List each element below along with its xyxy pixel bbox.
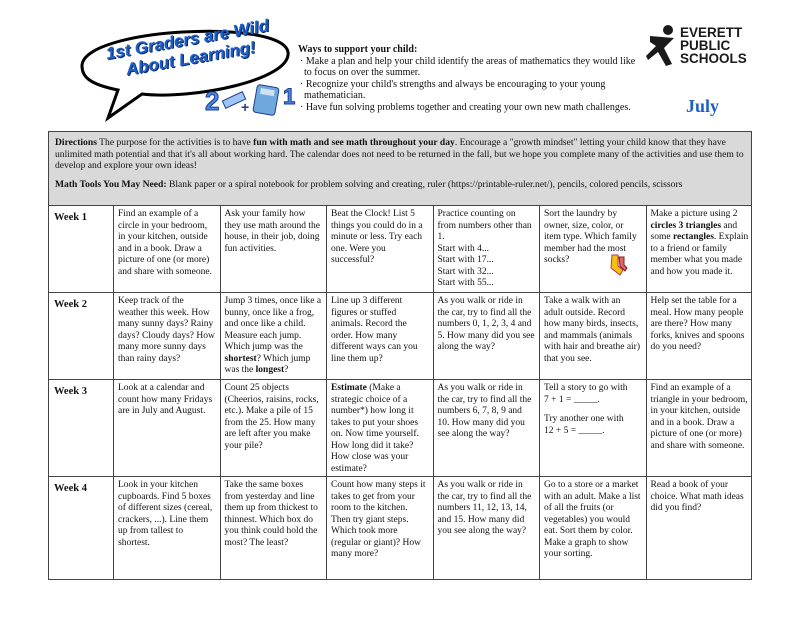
week-row — [49, 477, 751, 579]
directions-paragraph — [55, 137, 745, 172]
cell-text: ? Which jump was the — [224, 353, 311, 375]
cell-emphasis: rectangles — [672, 232, 714, 242]
activity-cell: Read a book of your choice. What math ideas did you find? — [650, 480, 744, 513]
activity-cell: Look in your kitchen cupboards. Find 5 boxes of different sizes (cereal, crackers, ...). Line them up from tallest to shortest. — [114, 477, 221, 579]
directions-label: Directions — [55, 137, 97, 148]
activity-cell: Take a walk with an adult outside. Record how many birds, insects, and mammals (animals with hair and breathe air) that you see. — [540, 293, 647, 379]
svg-text:+: + — [241, 99, 250, 115]
activity-cell: Take the same boxes from yesterday and line them up from thickest to thinnest. Which box do you think could hold the most? The least? — [221, 477, 328, 579]
cell-text: Jump 3 times, once like a bunny, once like a frog, and once like a child. Measure each jump. Which jump was the — [224, 296, 322, 352]
logo-line: SCHOOLS — [680, 51, 747, 66]
cell-text: Practice counting on from numbers other than 1. — [437, 209, 532, 242]
cell-text: Sort the laundry by owner, size, color, or item type. Which family member had the most socks? — [544, 209, 637, 265]
week-row — [49, 380, 751, 477]
cell-text: Try another one with — [544, 414, 624, 424]
activity-cell: Count 25 objects (Cheerios, raisins, rocks, etc.). Make a pile of 15 from the 25. How many are left after you make your pile? — [221, 380, 328, 476]
cell-emphasis: longest — [255, 365, 285, 375]
ways-title: Ways to support your child: — [298, 44, 418, 55]
activity-cell — [540, 380, 647, 476]
activity-cell: Go to a store or a market with an adult. Make a list of all the fruits (or vegetables) you would eat. Sort them by color. Make a graph to show your sorting. — [540, 477, 647, 579]
activity-calendar — [48, 131, 752, 580]
week-label: Week 2 — [49, 293, 114, 379]
activity-cell: Find an example of a triangle in your bedroom, in your kitchen, outside and in a book. Draw a picture of one (or more) and share with someone. — [650, 383, 748, 451]
activity-cell: As you walk or ride in the car, try to find all the numbers 6, 7, 8, 9 and 10. How many did you see along the way? — [434, 380, 541, 476]
svg-text:1: 1 — [283, 84, 296, 109]
count-line: Start with 32... — [437, 266, 494, 277]
week-label: Week 3 — [49, 380, 114, 476]
ways-item: · Make a plan and help your child identify the areas of mathematics they would like to focus on over the summer. — [300, 55, 636, 78]
activity-cell: Ask your family how they use math around the house, in their job, doing fun activities. — [221, 206, 328, 292]
tools-paragraph — [55, 179, 745, 191]
activity-cell — [327, 380, 434, 476]
week-label: Week 1 — [49, 206, 114, 292]
ways-item: · Have fun solving problems together and creating your own new math challenges. — [300, 101, 631, 113]
count-line: Start with 4... — [437, 243, 489, 254]
activity-cell: As you walk or ride in the car, try to find all the numbers 11, 12, 13, 14, and 15. How many did you see along the way? — [434, 477, 541, 579]
directions-emphasis: fun with math and see math throughout your day — [253, 137, 455, 148]
activity-cell — [221, 293, 328, 379]
cell-emphasis: shortest — [224, 353, 257, 364]
everett-schools-logo — [640, 14, 760, 94]
cell-text: . Explain to a friend or family member what you made and how you made it. — [650, 232, 749, 277]
cell-text: and some — [650, 220, 738, 242]
week-label: Week 4 — [49, 477, 114, 579]
tools-text: Blank paper or a spiral notebook for problem solving and creating, ruler (https://printable-ruler.net/), pencils, colored pencils, scissors — [166, 178, 683, 190]
ways-to-support — [298, 44, 638, 113]
activity-cell — [540, 206, 647, 292]
month-title: July — [686, 96, 720, 116]
tools-label: Math Tools You May Need: — [55, 178, 167, 190]
equation: 7 + 1 = _____. — [544, 394, 600, 405]
directions-box — [49, 132, 751, 206]
socks-icon — [608, 254, 628, 276]
cell-emphasis: Estimate — [331, 383, 367, 393]
cell-text: Make a picture using 2 — [650, 209, 738, 219]
activity-cell: Find an example of a circle in your bedroom, in your kitchen, outside and in a book. Draw a picture of one (or more) and share with someone. — [114, 206, 221, 292]
logo-text — [680, 26, 747, 65]
math-tools-icon — [205, 78, 305, 118]
count-line: Start with 17... — [437, 255, 494, 265]
week-row — [49, 206, 751, 293]
activity-cell: Keep track of the weather this week. How many sunny days? Rainy days? Cloudy days? How many more sunny days than rainy days? — [114, 293, 221, 379]
activity-cell — [647, 206, 754, 292]
directions-text: The purpose for the activities is to have — [99, 137, 254, 148]
activity-cell: Line up 3 different figures or stuffed animals. Record the order. How many different ways can you line them up? — [327, 293, 434, 379]
equation: 12 + 5 = _____. — [544, 425, 605, 436]
svg-text:2: 2 — [205, 86, 220, 116]
activity-cell: Look at a calendar and count how many Fridays are in July and August. — [114, 380, 221, 476]
activity-cell — [434, 206, 541, 292]
activity-cell: As you walk or ride in the car, try to find all the numbers 0, 1, 2, 3, 4 and 5. How many did you see along the way? — [434, 293, 541, 379]
week-row — [49, 293, 751, 380]
activity-cell: Help set the table for a meal. How many people are there? How many forks, knives and spoons do you need? — [650, 296, 745, 352]
cell-text: ? — [284, 365, 289, 375]
logo-line: EVERETT — [680, 25, 743, 40]
cell-emphasis: circles 3 triangles — [650, 220, 722, 231]
runner-figure-icon — [644, 24, 680, 68]
cell-text: (Make a strategic choice of a number*) how long it takes to put your shoes on. Now time yourself. How long did it take? How close was your estimate? — [331, 383, 419, 474]
ways-item: · Recognize your child's strengths and always be encouraging to your young mathematician. — [300, 78, 606, 101]
activity-cell: Count how many steps it takes to get from your room to the kitchen. Then try giant steps. Which took more (regular or giant)? How many more? — [327, 477, 434, 579]
bubble-title: 1st Graders are Wild About Learning! — [104, 15, 271, 80]
page-header — [0, 0, 800, 130]
directions-text: . Encourage a "growth mindset" letting your child know that they have unlimited math potential and that it's all about working hard. The calendar does not need to be returned in the fall, but we hope you complete many of the activities and use them to develop and explore your own ideas! — [55, 137, 744, 171]
activity-cell: Beat the Clock! List 5 things you could do in a minute or less. Try each one. Were you successful? — [327, 206, 434, 292]
count-line: Start with 55... — [437, 278, 494, 288]
cell-text: Tell a story to go with — [544, 383, 628, 393]
logo-line: PUBLIC — [680, 38, 731, 53]
